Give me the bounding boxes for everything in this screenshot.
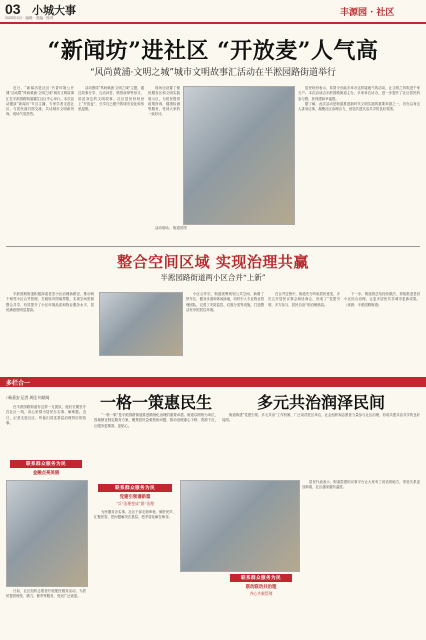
mid-box-title: 联系群众服务为民 [98,484,172,492]
feature-col-3: 现场还设置了便民服务区和文明实践展示区，为居民提供政策咨询、健康检测等服务，受到大家的一致好评。 [148,86,180,117]
section-title: 小城大事 [32,4,76,17]
right-box-sub: 联动联动共治理 [245,585,277,590]
right-box-sub2: 齐心共聚帮理 [249,591,273,596]
mid-body: “一格一策”是半淞园路街道推进精细化治理的重要举措。街道以网格为单位，因地制宜制定服务方案，聚焦居民急难愁盼问题，推动治理重心下移、资源下沉，让服务更精准、更贴心。 [94,413,218,428]
feature-col-4: 活动现场。 街道供图 [155,226,187,230]
second-photo [99,292,183,356]
second-col-1: 半淞园路街道积极探索老旧小区治理新路径，推动两个相邻小区合并管理，打破原有围墙界限，实现空间资源整合共享，有效提升了小区环境品质和物业服务水平，居民满意度明显提高。 [6,292,94,312]
mid-photo [180,480,300,572]
page-number: 03 [5,1,21,17]
mid-box-text: 为民服务办实事，社区干部走街串巷，倾听民声、汇聚民智，把问题解决在基层、把矛盾化解在萌芽。 [94,510,176,520]
banner-bar [0,377,426,387]
left-box-title: 联系群众服务为民 [10,460,82,468]
left-body: 在半淞园路街道有这样一支团队，他们长期坚守在社区一线，用心用情为居民办实事、解难题。近日，记者走进社区，听他们讲述基层治理背后的故事。 [6,405,86,425]
right-box-title: 联系群众服务为民 [230,574,292,582]
date-line: 2025年3月 · 编辑 · 美编 · 校对 [5,16,54,20]
left-box-sub: 金融点亮美丽 [32,471,60,476]
feature-subhead: “风尚黄浦·文明之城”城市文明故事汇活动在半淞园路街道举行 [89,68,337,78]
brand-name: 丰源园 · 社区 [340,8,395,18]
mid-box-sub: 党建引领谱新篇 [119,495,151,500]
header-rule [0,22,426,24]
second-subhead: 半淞园路街道两小区合并“上新” [160,273,266,282]
feature-photo [183,86,295,225]
second-col-3: 在合并过程中，街道充分听取居民意见，多次召开居民议事会和协商会，形成了“党建引领、多方参与、居民自治”的治理格局。 [268,292,340,307]
right-headline: 多元共治润泽民间 [256,393,385,412]
feature-col-1: 近日，“新闻坊进社区·书香环境公开课”活动暨“风尚黄浦·文明之城”城市文明故事汇在半淞园路街道耀江社区中心举行。本次活动邀请“新闻坊”节目主播、专家学者走进社区，与居民面对面交流，共话城市文明新风尚，现场气氛热烈。 [6,86,74,117]
left-photo [6,480,88,587]
second-col-2: 小区合并后，街道统筹规划公共空间，新增了停车位、健身步道和休闲绿地，同时引入专业物业管理团队，完善了安防监控、垃圾分类等设施，打造整洁有序的居住环境。 [186,292,264,312]
right-side-text: 居民代表表示，街道搭建的议事平台让大家有了说话的地方，邻里关系更加和谐，社区越来越有温度。 [302,480,420,490]
feature-headline: “新闻坊”进社区 “开放麦”人气高 [47,38,379,64]
left-box-text: 日前，社区组织志愿者开展便民服务活动，为居民提供理发、磨刀、修伞等服务，受到广泛欢迎。 [6,589,86,599]
divider-1 [6,246,420,247]
feature-right-col: 居民纷纷表示，希望今后能多举办这样接地气的活动，让文明之风吹进千家万户。本次活动由半淞园路街道主办，多家单位协办，进一步提升了社区居民的参与感、获得感和幸福感。 据了解，此次活动是街道推进新时代文明实践的重要举措之一，旨在以身边人讲身边事，凝聚社区治理合力，营造共建共治共享的良好氛围。 [298,86,420,112]
right-body: 街道构建“党建引领、多元共治”工作机制，广泛动员驻区单位、社会组织和志愿者力量参与社区治理，形成共建共治共享的良好局面。 [222,413,420,423]
mid-box-sub2: “兵”治理变成“群”治理 [115,501,155,506]
second-headline: 整合空间区域 实现治理共赢 [117,253,309,271]
page-header [0,0,426,22]
feature-col-2: 活动围绕“风尚黄浦·文明之城”主题，通过故事分享、互动问答、情景演绎等形式，讲述身边的文明故事。社区居民纷纷登上“开放麦”，分享自己眼中的城市变化和邻里温情。 [78,86,144,112]
banner-label: 多栏合一 [6,381,31,387]
second-col-4: 下一步，街道将总结经验做法，持续推进老旧小区综合治理，让更多居民共享城市更新成果。 （来源：半淞园路街道） [344,292,420,307]
mid-headline: 一格一策惠民生 [99,393,212,412]
byline: □杨嘉安 记者 周佳 何晓琦 [6,396,50,400]
